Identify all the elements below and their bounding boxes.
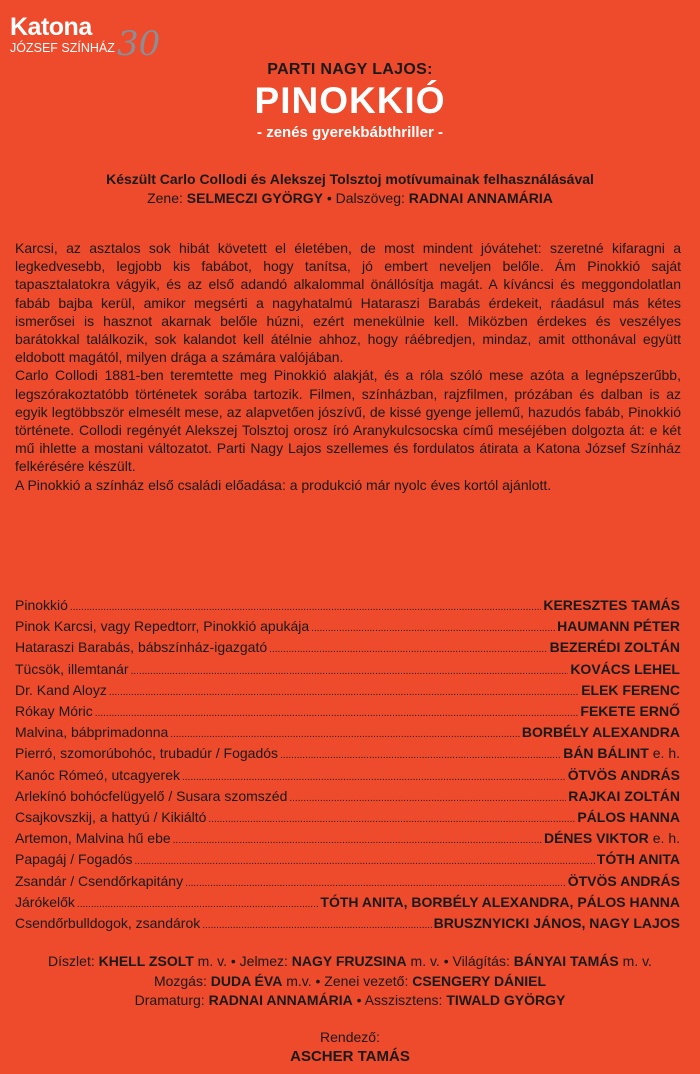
cast-row: [15, 744, 680, 765]
description-paragraph-2: Carlo Collodi 1881-ben teremtette meg Pinokkió alakját, és a róla szóló mese azóta a legnépszerűbb, legszórakoztatóbb történetek sorába tartozik. Filmen, színházban, rajzfilmen, prózában és dalban is az egyik legtöbbször elmesélt mese, az alapvetően jószívű, de kissé gyenge jellemű, hazudós fabáb, Pinokkió története. Collodi regényét Alekszej Tolsztoj orosz író Aranykulcsocska című meséjében dolgozta át: e két mű ihlette a mostani változatot. Parti Nagy Lajos szellemes és fordulatos átirata a Katona József Színház felkérésére készült.: [15, 367, 681, 475]
cast-actor: TÓTH ANITA: [596, 851, 680, 868]
cast-role: Pierró, szomorúbohóc, trubadúr / Fogadós: [15, 745, 279, 762]
cast-actor: FEKETE ERNŐ: [580, 703, 680, 720]
musicdir-label: Zenei vezető:: [324, 972, 409, 989]
cast-actor: ÖTVÖS ANDRÁS: [567, 872, 680, 889]
crew-line-1: [0, 952, 700, 972]
lyrics-label: Dalszöveg:: [335, 190, 405, 206]
cast-row: [15, 914, 680, 935]
dot-leader: [185, 872, 566, 893]
cast-actor: ELEK FERENC: [581, 681, 680, 698]
cast-row: [15, 850, 680, 871]
logo-name: Katona: [10, 13, 92, 41]
dot-leader: [77, 893, 318, 914]
cast-row: [15, 702, 680, 723]
cast-row: [15, 829, 680, 850]
play-header: [0, 60, 700, 143]
dot-leader: [170, 723, 520, 744]
light-suffix: m. v.: [622, 953, 652, 969]
cast-actor: KOVÁCS LEHEL: [570, 660, 680, 677]
guest-note: e. h.: [652, 745, 680, 762]
cast-role: Arlekínó bohócfelügyelő / Susara szomszéd: [15, 787, 288, 804]
cast-actor: BÁN BÁLINT: [563, 745, 649, 762]
director-credit: [0, 1028, 700, 1066]
cast-actor: BORBÉLY ALEXANDRA: [521, 724, 680, 741]
dot-leader: [131, 660, 569, 681]
cast-role: Járókelők: [15, 893, 75, 910]
cast-actor: PÁLOS HANNA: [577, 809, 680, 826]
dot-leader: [289, 787, 566, 808]
light-label: Világítás:: [452, 953, 510, 969]
cast-role: Artemon, Malvina hű ebe: [15, 830, 171, 847]
creative-team: [0, 952, 700, 1011]
cast-role: Zsandár / Csendőrkapitány: [15, 872, 184, 889]
music-composer: SELMECZI GYÖRGY: [186, 190, 323, 206]
description-paragraph-3: A Pinokkió a színház első családi előadása: a produkció már nyolc éves kortól ajánlott.: [15, 476, 552, 493]
cast-row: [15, 872, 680, 893]
set-designer: KHELL ZSOLT: [98, 953, 194, 969]
cast-actor: RAJKAI ZOLTÁN: [568, 787, 680, 804]
play-subtitle: - zenés gyerekbábthriller -: [257, 124, 443, 141]
costume-suffix: m. v.: [410, 953, 440, 969]
top-credits: [0, 170, 700, 208]
cast-row: [15, 808, 680, 829]
lyricist: RADNAI ANNAMÁRIA: [408, 190, 553, 206]
director-name: ASCHER TAMÁS: [290, 1048, 410, 1065]
guest-note: e. h.: [652, 830, 680, 847]
play-title: PINOKKIÓ: [254, 80, 446, 121]
play-description: [15, 239, 681, 494]
assistant-label: Asszisztens:: [364, 992, 443, 1008]
cast-role: Kanóc Rómeó, utcagyerek: [15, 766, 180, 783]
cast-role: Rókay Móric: [15, 703, 93, 720]
cast-actor: BEZERÉDI ZOLTÁN: [549, 639, 680, 656]
dot-leader: [311, 617, 555, 638]
separator: •: [315, 972, 321, 989]
separator: •: [356, 992, 362, 1008]
crew-line-3: [0, 991, 700, 1011]
cast-role: Papagáj / Fogadós: [15, 851, 133, 868]
cast-row: [15, 787, 680, 808]
cast-row: [15, 617, 680, 638]
source-note: Készült Carlo Collodi és Alekszej Tolsztoj motívumainak felhasználásával: [106, 171, 594, 187]
light-designer: BÁNYAI TAMÁS: [513, 953, 619, 969]
cast-row: [15, 681, 680, 702]
cast-role: Csendőrbulldogok, zsandárok: [15, 915, 201, 932]
cast-role: Csajkovszkij, a hattyú / Kikiáltó: [15, 809, 207, 826]
dot-leader: [95, 702, 579, 723]
dot-leader: [208, 808, 575, 829]
dot-leader: [280, 744, 561, 765]
separator: •: [326, 190, 332, 206]
director-label: Rendező:: [320, 1029, 380, 1045]
cast-actor: ÖTVÖS ANDRÁS: [567, 766, 680, 783]
cast-role: Malvina, bábprimadonna: [15, 724, 169, 741]
dot-leader: [269, 638, 547, 659]
cast-actor: DÉNES VIKTOR: [543, 830, 649, 847]
dot-leader: [173, 829, 542, 850]
cast-actor: BRUSZNYICKI JÁNOS, NAGY LAJOS: [433, 915, 680, 932]
assistant: TIWALD GYÖRGY: [446, 992, 566, 1008]
cast-row: [15, 596, 680, 617]
cast-row: [15, 660, 680, 681]
dot-leader: [109, 681, 579, 702]
dot-leader: [135, 850, 595, 871]
cast-actor: KERESZTES TAMÁS: [543, 597, 680, 613]
dot-leader: [182, 766, 566, 787]
cast-role: Dr. Kand Aloyz: [15, 681, 107, 698]
costume-designer: NAGY FRUZSINA: [291, 953, 407, 969]
crew-line-2: [0, 972, 700, 992]
cast-role: Tücsök, illemtanár: [15, 660, 129, 677]
music-director: CSENGERY DÁNIEL: [412, 972, 547, 989]
costume-label: Jelmez:: [239, 953, 288, 969]
cast-list: [15, 596, 680, 935]
choreographer: DUDA ÉVA: [210, 972, 283, 989]
cast-row: [15, 638, 680, 659]
dot-leader: [70, 596, 541, 617]
dramaturg: RADNAI ANNAMÁRIA: [208, 992, 353, 1008]
cast-row: [15, 723, 680, 744]
cast-role: Pinok Karcsi, vagy Repedtorr, Pinokkió apukája: [15, 618, 310, 635]
author: PARTI NAGY LAJOS:: [267, 61, 433, 78]
logo-anniversary-number: 30: [117, 24, 161, 64]
movement-suffix: m.v.: [286, 972, 312, 989]
theatre-logo: [10, 14, 115, 56]
cast-role: Pinokkió: [15, 597, 68, 613]
cast-row: [15, 893, 680, 914]
separator: •: [443, 953, 449, 969]
cast-row: [15, 766, 680, 787]
dramaturg-label: Dramaturg:: [134, 992, 205, 1008]
cast-actor: HAUMANN PÉTER: [557, 618, 680, 635]
music-label: Zene:: [147, 190, 183, 206]
cast-actor: TÓTH ANITA, BORBÉLY ALEXANDRA, PÁLOS HANNA: [320, 893, 680, 910]
set-suffix: m. v.: [197, 953, 227, 969]
separator: •: [230, 953, 236, 969]
logo-subtitle: JÓZSEF SZÍNHÁZ: [10, 41, 115, 55]
description-paragraph-1: Karcsi, az asztalos sok hibát követett el életében, de most mindent jóvátehet: szeretné kifaragni a legkedvesebb, legjobb kis fabábot, hogy tanítsa, jó embert neveljen belőle. Ám Pinokkió saját tapasztalatokra vágyik, és az első adandó alkalommal önállósítja magát. A kíváncsi és meggondolatlan fabáb bajba kerül, amikor megsérti a nagyhatalmú Hataraszi Barabás érdekeit, ráadásul más kétes ismerősei is hasznot akarnak belőle húzni, ezért menekülnie kell. Miközben érdekes és veszélyes barátokkal találkozik, sok kalandot kell átélnie ahhoz, hogy ráébredjen, mindaz, amit otthonával együtt eldobott magától, milyen drága a számára valójában.: [15, 240, 681, 366]
movement-label: Mozgás:: [153, 972, 207, 989]
set-label: Díszlet:: [48, 953, 95, 969]
dot-leader: [202, 914, 431, 935]
cast-role: Hataraszi Barabás, bábszínház-igazgató: [15, 639, 268, 656]
